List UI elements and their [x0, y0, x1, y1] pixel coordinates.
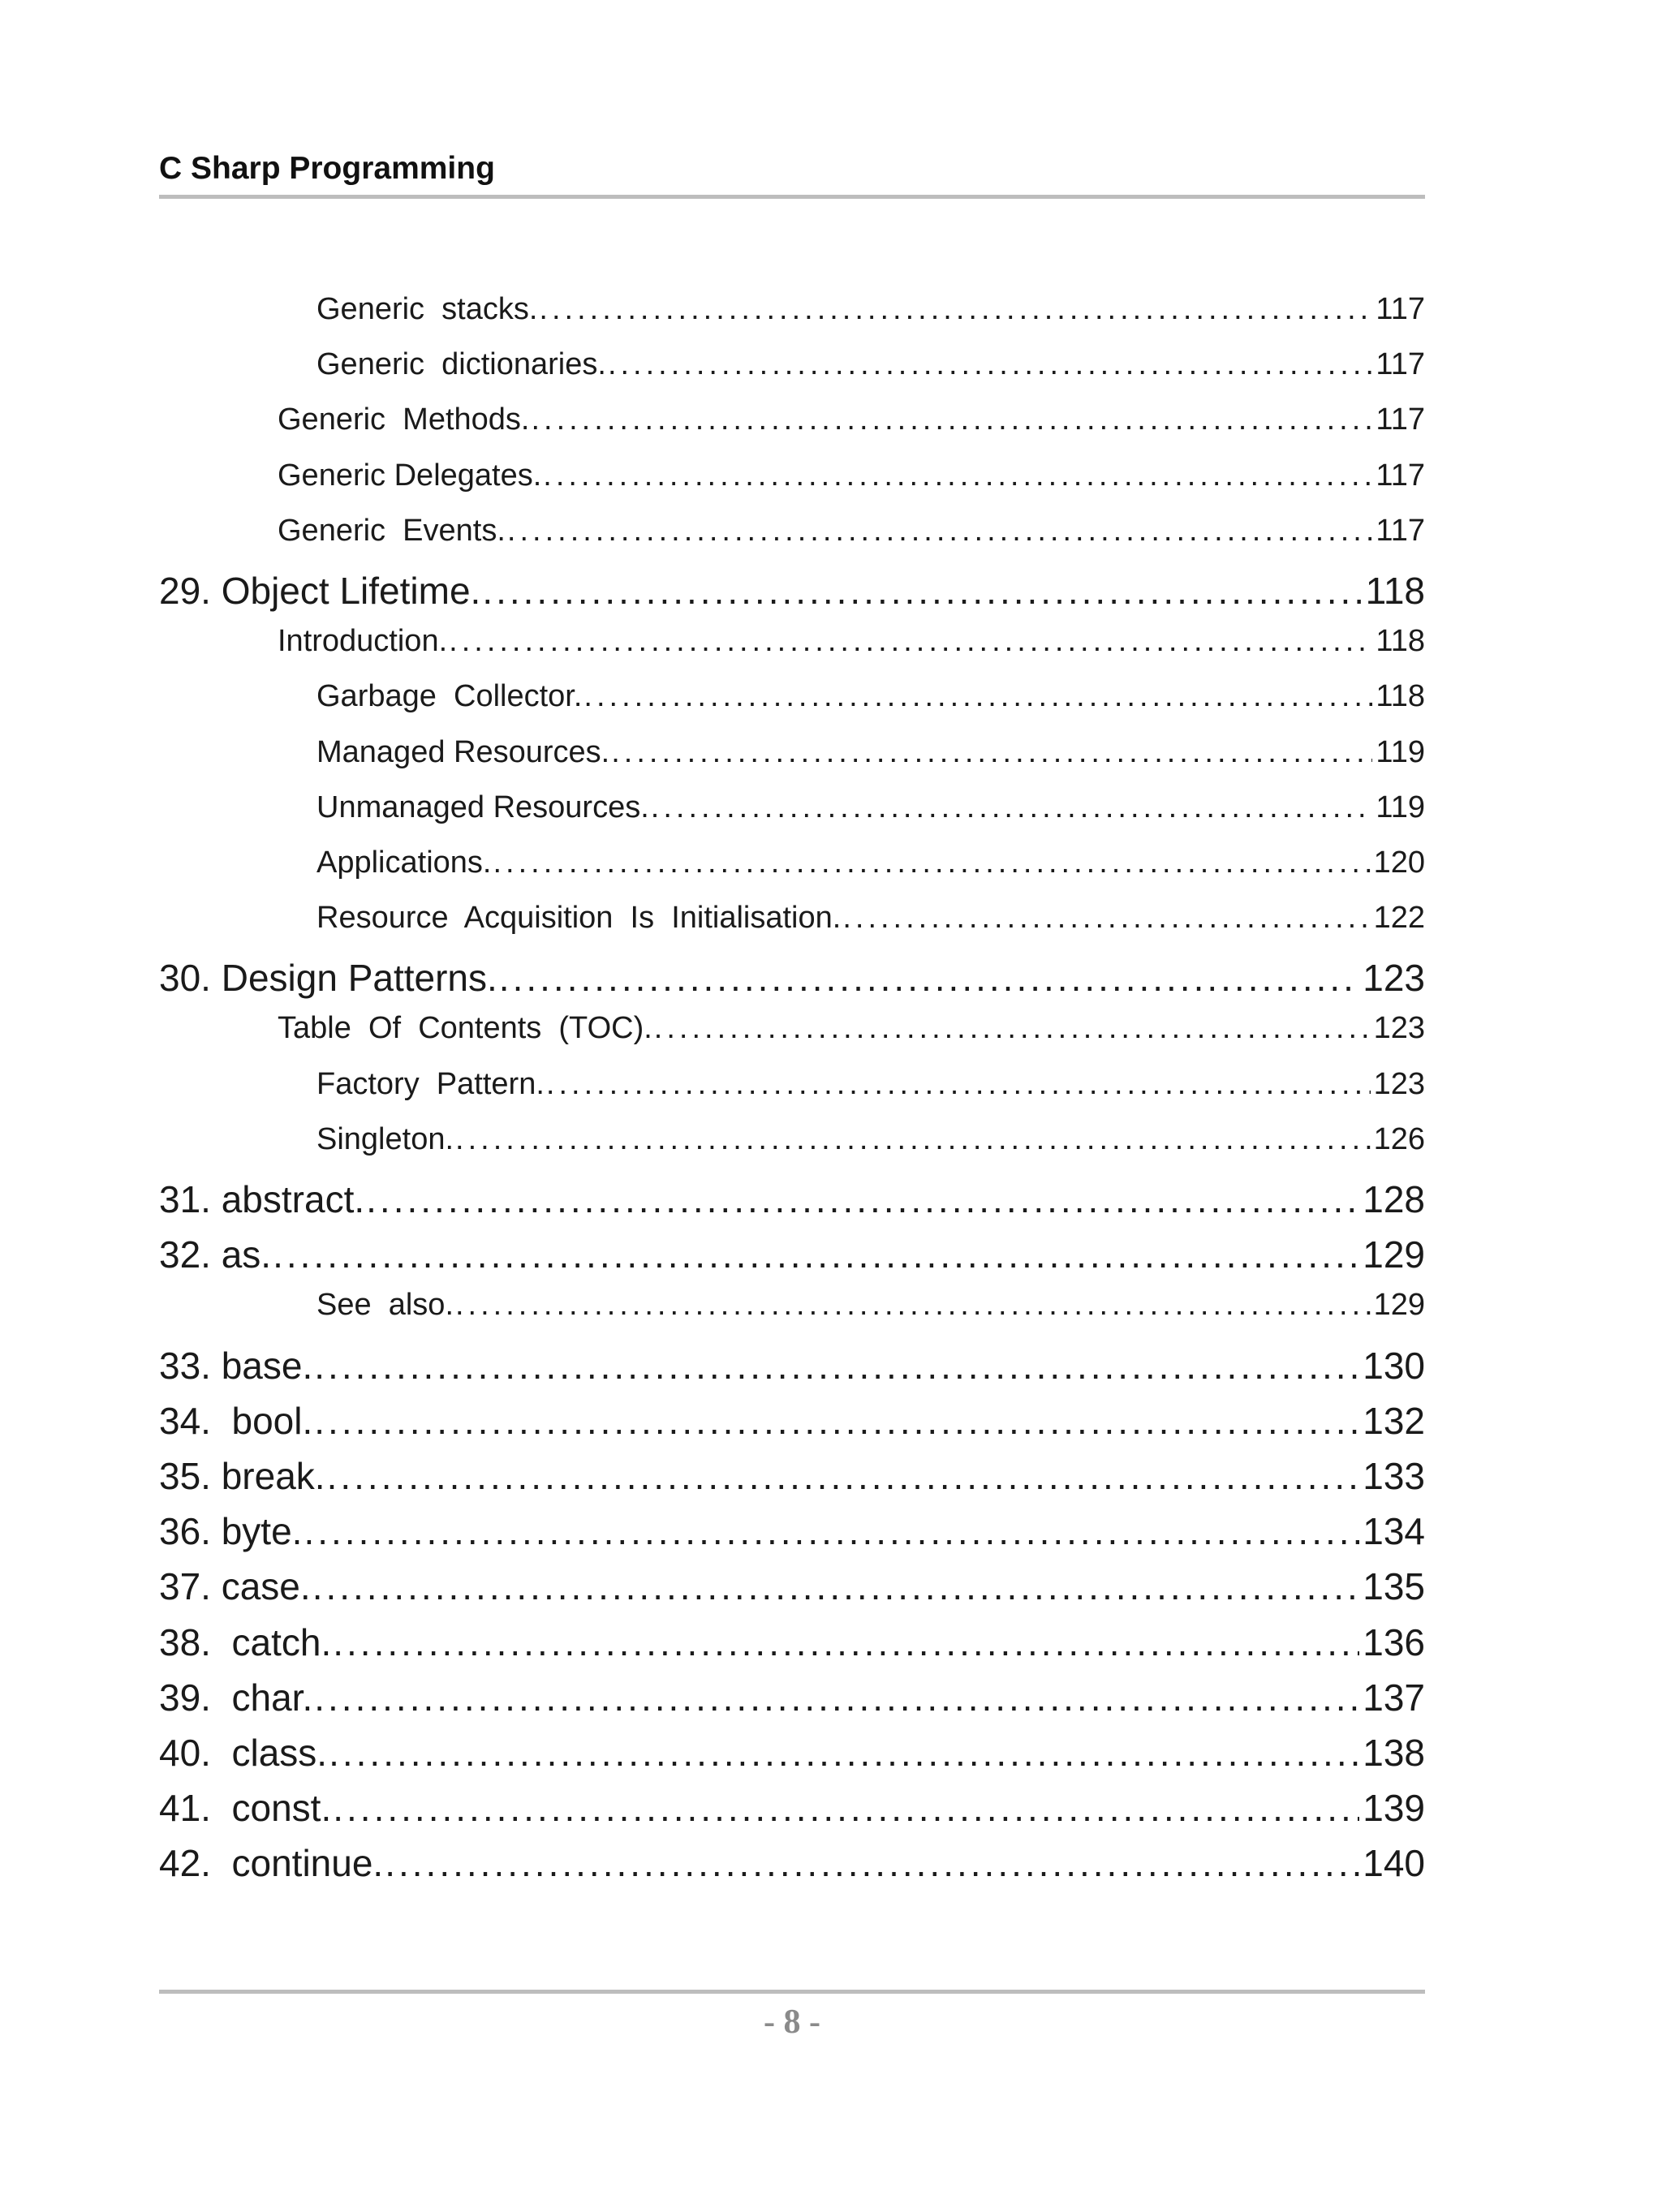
toc-entry-title: Table Of Contents (TOC). — [278, 1011, 652, 1046]
dot-leader — [493, 846, 1370, 880]
dot-leader — [539, 292, 1372, 327]
dot-leader — [304, 1509, 1359, 1553]
toc-entry-page: 117 — [1376, 513, 1425, 548]
toc-entry-title: 32. as. — [159, 1233, 272, 1276]
toc-entry — [159, 1564, 1425, 1620]
toc-entry-page: 119 — [1376, 734, 1425, 769]
toc-entry-page: 132 — [1363, 1399, 1425, 1442]
toc-entry-title: Generic dictionaries. — [316, 347, 606, 382]
toc-entry — [159, 1786, 1425, 1841]
toc-entry — [159, 624, 1425, 679]
toc-entry — [159, 1288, 1425, 1343]
dot-leader — [507, 514, 1373, 549]
toc-entry-page: 118 — [1376, 624, 1425, 659]
dot-leader — [499, 956, 1359, 1000]
toc-entry-page: 123 — [1373, 1066, 1425, 1101]
dot-leader — [543, 458, 1372, 493]
dot-leader — [327, 1454, 1360, 1498]
toc-entry-title: Garbage Collector. — [316, 679, 583, 714]
toc-entry — [159, 901, 1425, 956]
toc-entry — [159, 347, 1425, 402]
toc-entry-page: 119 — [1376, 790, 1425, 824]
toc-entry-title: 41. const. — [159, 1787, 332, 1830]
dot-leader — [333, 1786, 1359, 1830]
toc-entry — [159, 1454, 1425, 1509]
dot-leader — [333, 1620, 1359, 1664]
toc-entry-page: 136 — [1363, 1620, 1425, 1663]
toc-entry-title: 29. Object Lifetime. — [159, 569, 481, 612]
toc-entry-title: 38. catch. — [159, 1620, 332, 1663]
toc-entry-page: 118 — [1376, 679, 1425, 714]
dot-leader — [385, 1841, 1359, 1885]
toc-entry-title: Singleton. — [316, 1121, 454, 1156]
dot-leader — [455, 1122, 1371, 1157]
toc-entry — [159, 569, 1425, 624]
toc-entry — [159, 1067, 1425, 1122]
toc-entry-title: Applications. — [316, 845, 492, 880]
toc-entry — [159, 1676, 1425, 1731]
toc-entry-page: 129 — [1373, 1288, 1425, 1323]
toc-entry — [159, 679, 1425, 734]
dot-leader — [449, 624, 1372, 659]
dot-leader — [455, 1288, 1371, 1323]
dot-leader — [273, 1233, 1359, 1276]
header-rule — [159, 195, 1425, 199]
toc-entry-title: 35. break. — [159, 1454, 325, 1497]
toc-entry — [159, 1011, 1425, 1066]
toc-entry-title: 36. byte. — [159, 1510, 303, 1553]
dot-leader — [611, 735, 1372, 770]
toc-entry-title: Introduction. — [278, 624, 448, 659]
toc-entry-title: Generic Delegates. — [278, 458, 542, 493]
toc-entry-title: 42. continue. — [159, 1842, 384, 1885]
dot-leader — [546, 1067, 1371, 1102]
toc-entry-title: Generic Methods. — [278, 402, 530, 437]
table-of-contents — [159, 292, 1425, 1896]
toc-entry — [159, 292, 1425, 347]
dot-leader — [651, 790, 1373, 825]
toc-entry-title: 40. class. — [159, 1731, 328, 1774]
toc-entry — [159, 1122, 1425, 1177]
dot-leader — [314, 1399, 1359, 1443]
toc-entry-title: Generic Events. — [278, 513, 506, 548]
toc-entry-title: Managed Resources. — [316, 734, 610, 769]
toc-entry-page: 135 — [1363, 1565, 1425, 1608]
dot-leader — [842, 901, 1370, 936]
toc-entry-page: 123 — [1373, 1011, 1425, 1046]
dot-leader — [583, 679, 1372, 714]
toc-entry-title: Resource Acquisition Is Initialisation. — [316, 901, 842, 936]
toc-entry — [159, 735, 1425, 790]
toc-entry-title: 39. char. — [159, 1676, 313, 1719]
toc-entry — [159, 1233, 1425, 1288]
running-header: C Sharp Programming — [159, 151, 495, 186]
toc-entry-page: 123 — [1363, 957, 1425, 1000]
toc-entry-page: 139 — [1363, 1787, 1425, 1830]
toc-entry-page: 117 — [1376, 347, 1425, 382]
toc-entry-title: 30. Design Patterns. — [159, 957, 497, 1000]
toc-entry-page: 117 — [1376, 292, 1425, 326]
toc-entry-title: 37. case. — [159, 1565, 311, 1608]
toc-entry-page: 126 — [1373, 1121, 1425, 1156]
toc-entry-page: 133 — [1363, 1454, 1425, 1497]
toc-entry-page: 118 — [1365, 569, 1425, 612]
toc-entry-page: 122 — [1373, 901, 1425, 936]
toc-entry — [159, 846, 1425, 901]
toc-entry-page: 137 — [1363, 1676, 1425, 1719]
toc-entry-page: 129 — [1363, 1233, 1425, 1276]
dot-leader — [531, 402, 1372, 437]
toc-entry — [159, 458, 1425, 514]
toc-entry-title: Factory Pattern. — [316, 1066, 545, 1101]
toc-entry-title: 33. base. — [159, 1344, 313, 1387]
toc-entry-page: 117 — [1376, 458, 1425, 493]
toc-entry-page: 138 — [1363, 1731, 1425, 1774]
toc-entry-page: 130 — [1363, 1344, 1425, 1387]
toc-entry — [159, 402, 1425, 458]
toc-entry — [159, 1399, 1425, 1454]
toc-entry-title: Unmanaged Resources. — [316, 790, 649, 824]
dot-leader — [329, 1731, 1359, 1775]
dot-leader — [366, 1177, 1359, 1221]
toc-entry — [159, 514, 1425, 569]
page-number: - 8 - — [764, 2003, 820, 2041]
toc-entry — [159, 1344, 1425, 1399]
toc-entry-title: 31. abstract. — [159, 1178, 365, 1220]
toc-entry-title: See also. — [316, 1288, 454, 1323]
toc-entry — [159, 1509, 1425, 1564]
toc-entry — [159, 956, 1425, 1011]
dot-leader — [608, 347, 1372, 382]
dot-leader — [314, 1676, 1359, 1719]
toc-entry-page: 140 — [1363, 1842, 1425, 1885]
toc-entry-page: 134 — [1363, 1510, 1425, 1553]
dot-leader — [314, 1344, 1359, 1388]
footer-rule — [159, 1990, 1425, 1994]
toc-entry — [159, 1620, 1425, 1676]
dot-leader — [482, 569, 1362, 613]
toc-entry-page: 128 — [1363, 1178, 1425, 1220]
toc-entry-title: 34. bool. — [159, 1399, 313, 1442]
toc-entry — [159, 1841, 1425, 1896]
dot-leader — [654, 1011, 1371, 1046]
toc-entry — [159, 1731, 1425, 1786]
toc-entry — [159, 790, 1425, 846]
toc-entry-title: Generic stacks. — [316, 292, 538, 326]
toc-entry-page: 117 — [1376, 402, 1425, 437]
toc-entry — [159, 1177, 1425, 1233]
toc-entry-page: 120 — [1373, 845, 1425, 880]
dot-leader — [312, 1564, 1360, 1608]
